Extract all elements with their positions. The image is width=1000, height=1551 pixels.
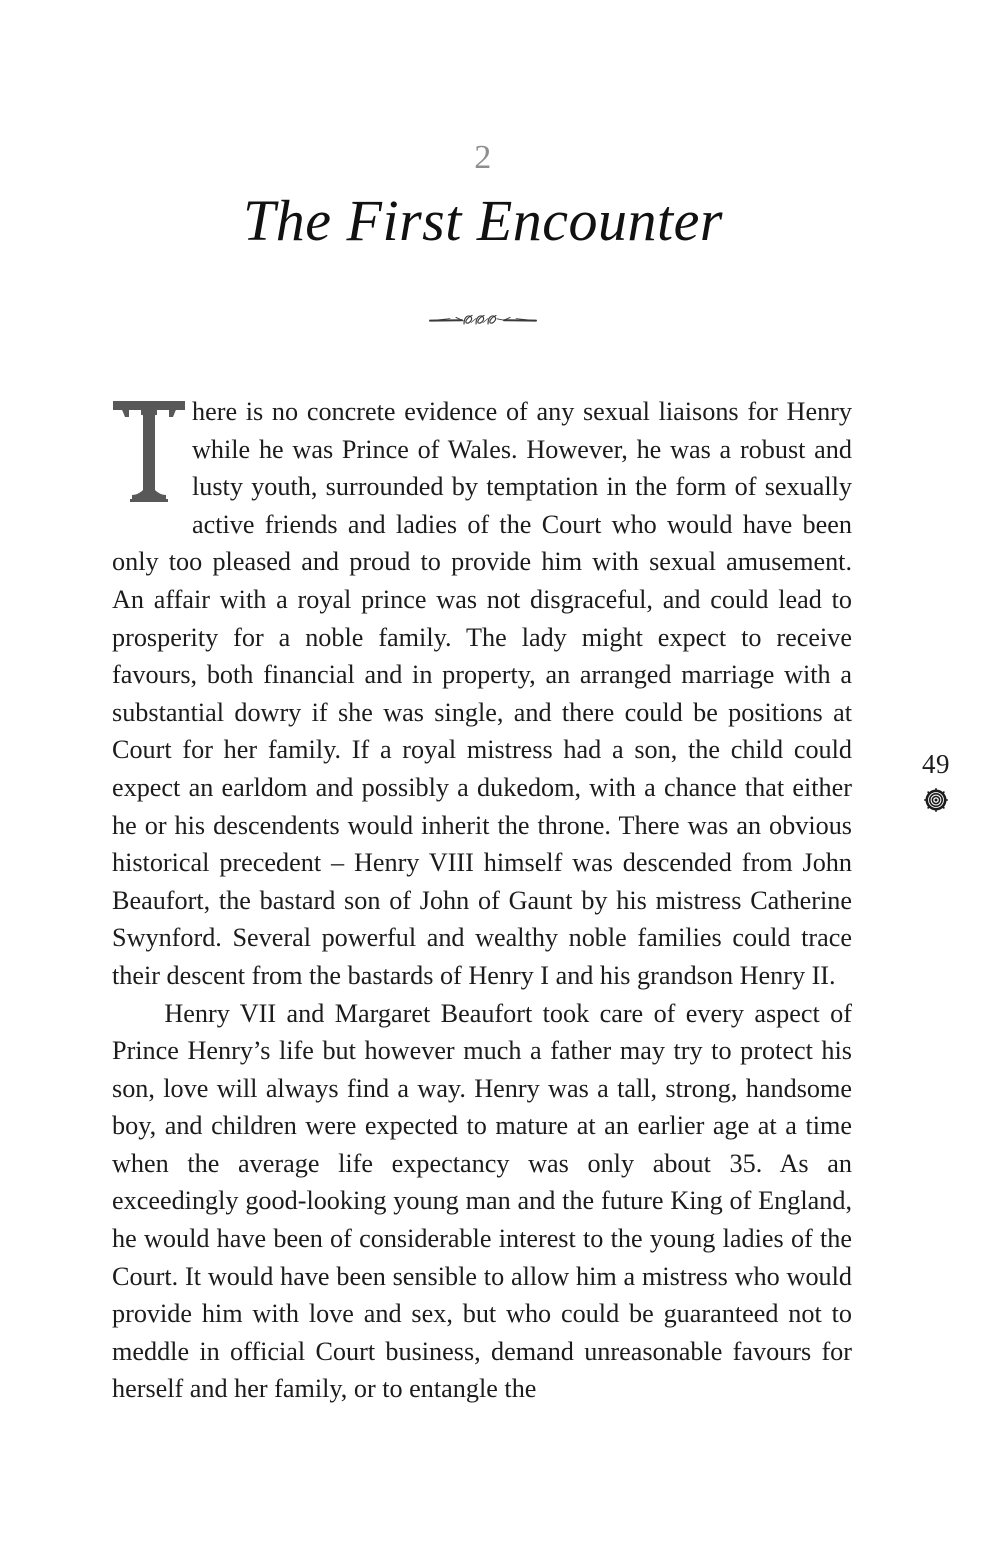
paragraph-2 — [112, 995, 852, 1409]
swash-flourish-ornament — [0, 300, 966, 340]
folio-block — [896, 748, 976, 813]
chapter-title: The First Encounter — [243, 188, 723, 253]
chapter-number: 2 — [474, 139, 492, 176]
page-number: 49 — [922, 749, 950, 779]
tudor-rose-ornament — [896, 787, 976, 813]
paragraph-1-text: here is no concrete evidence of any sexual liaisons for Henry while he was Prince of Wales. However, he was a robust and lusty youth, surrounded by temptation in the form of sexually active friends and ladies of the Court who would have been only too pleased and proud to provide him with sexual amusement. An affair with a royal prince was not disgraceful, and could lead to prosperity for a noble family. The lady might expect to receive favours, both financial and in property, an arranged marriage with a substantial dowry if she was single, and there could be positions at Court for her family. If a royal mistress had a son, the child could expect an earldom and possibly a dukedom, with a chance that either he or his descendents would inherit the throne. There was an obvious historical precedent – Henry VIII himself was descended from John Beaufort, the bastard son of John of Gaunt by his mistress Catherine Swynford. Several powerful and wealthy noble families could trace their descent from the bastards of Henry I and his grandson Henry II. — [112, 397, 852, 990]
paragraph-1 — [112, 393, 852, 995]
body-text-column — [112, 393, 852, 1408]
drop-cap-letter-t — [112, 397, 186, 509]
paragraph-2-text: Henry VII and Margaret Beaufort took care of every aspect of Prince Henry’s life but however much a father may try to protect his son, love will always find a way. Henry was a tall, strong, handsome boy, and children were expected to mature at an earlier age at a time when the average life expectancy was only about 35. As an exceedingly good-looking young man and the future King of England, he would have been of considerable interest to the young ladies of the Court. It would have been sensible to allow him a mistress who would provide him with love and sex, but who could be guaranteed not to meddle in official Court business, demand unreasonable favours for herself and her family, or to entangle the — [112, 998, 852, 1404]
